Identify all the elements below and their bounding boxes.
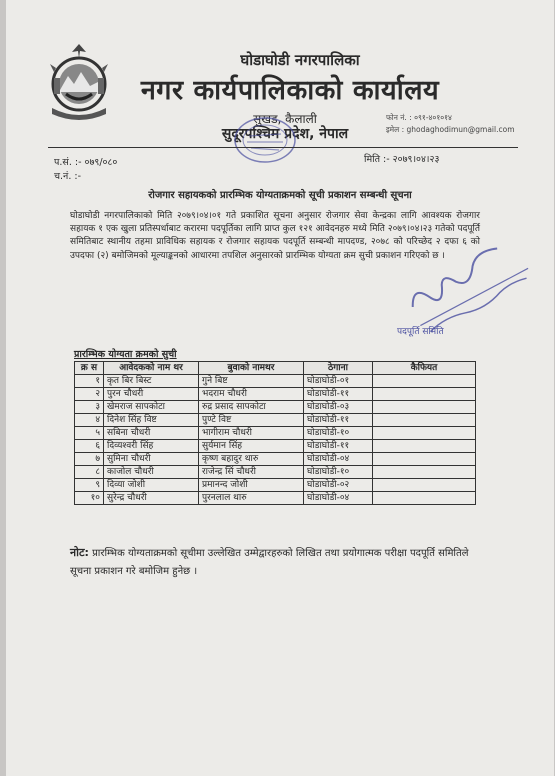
cell-serial: ४ <box>75 414 104 427</box>
cell-address: घोडाघोडी-०३ <box>304 401 373 414</box>
phone-number: फोन नं. : ०९१-४०१०१४ <box>386 113 452 122</box>
notice-subject: रोजगार सहायकको प्रारम्भिक योग्यताक्रमको सूची प्रकाशन सम्बन्धी सूचना <box>148 190 412 201</box>
note-label: नोट: <box>70 546 89 559</box>
cell-applicant: सबिना चौधरी <box>104 427 199 440</box>
cell-serial: ६ <box>75 440 104 453</box>
cell-father: सुर्यमान सिंह <box>199 440 304 453</box>
notice-body: घोडाघोडी नगरपालिकाको मिति २०७९।०४।०१ गते प्रकाशित सूचना अनुसार रोजगार सेवा केन्द्रका लागि आवश्यक रोजगार सहायक १ एक खुला प्रतिस्पर्धाबाट करारमा पदपूर्तिका लागि प्राप्त कुल १२१ आवेदनहरु मध्ये मिति २०७९।०४।२३ गतेको पदपूर्ति समितिबाट स्थानीय तहमा प्राविधिक सहायक र रोजगार सहायक पदपूर्ति सम्बन्धी मापदण्ड, २०७८ को परिच्छेद २ दफा ६ को उपदफा (२) बमोजिमको मूल्याङ्कनको आधारमा तपशिल अनुसारको प्रारम्भिक योग्यता क्रम सुची प्रकाशन गरिएको छ । <box>70 211 480 261</box>
cell-remarks <box>373 414 476 427</box>
merit-list-table <box>74 361 476 505</box>
cell-father: गुने बिष्ट <box>199 375 304 388</box>
cell-applicant: पुरन चौधरी <box>104 388 199 401</box>
cell-address: घोडाघोडी-०२ <box>304 479 373 492</box>
cell-remarks <box>373 388 476 401</box>
cell-serial: ८ <box>75 466 104 479</box>
cell-address: घोडाघोडी-११ <box>304 414 373 427</box>
office-name: नगर कार्यपालिकाको कार्यालय <box>140 75 440 106</box>
table-row <box>75 453 476 466</box>
table-row <box>75 388 476 401</box>
col-remarks: कैफियत <box>373 362 476 375</box>
cell-address: घोडाघोडी-०४ <box>304 492 373 505</box>
cell-address: घोडाघोडी-०१ <box>304 375 373 388</box>
table-row <box>75 427 476 440</box>
cell-applicant: दिव्या जोशी <box>104 479 199 492</box>
table-row <box>75 414 476 427</box>
cell-remarks <box>373 453 476 466</box>
cell-serial: १ <box>75 375 104 388</box>
handwritten-signature-icon <box>391 240 541 340</box>
col-applicant: आवेदकको नाम थर <box>104 362 199 375</box>
note-text: प्रारम्भिक योग्यताक्रमको सूचीमा उल्लेखित उम्मेद्वारहरुको लिखित तथा प्रयोगात्मक परीक्षा पदपूर्ति समितिले सूचना प्रकाशन गरे बमोजिम हुनेछ । <box>70 548 469 577</box>
table-row <box>75 492 476 505</box>
province-line: सुदूरपश्चिम प्रदेश, नेपाल <box>221 126 349 142</box>
col-serial: क्र स <box>75 362 104 375</box>
email-address: इमेल : ghodaghodimun@gmail.com <box>386 125 515 134</box>
table-row <box>75 466 476 479</box>
cell-father: राजेन्द्र सिं चौधरी <box>199 466 304 479</box>
table-row <box>75 440 476 453</box>
committee-label: पदपूर्ति समिति <box>397 327 444 337</box>
cell-applicant: दिनेश सिंह विष्ट <box>104 414 199 427</box>
cell-address: घोडाघोडी-१० <box>304 427 373 440</box>
table-row <box>75 401 476 414</box>
municipality-name: घोडाघोडी नगरपालिका <box>240 51 360 69</box>
cell-applicant: दिव्यश्वरी सिंह <box>104 440 199 453</box>
letter-page <box>6 0 554 776</box>
table-caption: प्रारम्भिक योग्यता क्रमको सुची <box>74 349 177 360</box>
cell-father: कृष्ण बहादुर थारु <box>199 453 304 466</box>
cell-applicant: सुरेन्द्र चौधरी <box>104 492 199 505</box>
cell-father: रुद्र प्रसाद सापकोटा <box>199 401 304 414</box>
cell-serial: २ <box>75 388 104 401</box>
cell-serial: ३ <box>75 401 104 414</box>
cell-serial: ९ <box>75 479 104 492</box>
cell-father: पुरनलाल थारु <box>199 492 304 505</box>
cell-applicant: सुमिना चौधरी <box>104 453 199 466</box>
contact-block <box>386 112 515 136</box>
cell-applicant: काजोल चौधरी <box>104 466 199 479</box>
cell-applicant: खेमराज सापकोटा <box>104 401 199 414</box>
table-header-row <box>75 362 476 375</box>
cell-father: प्रमानन्द जोशी <box>199 479 304 492</box>
cell-address: घोडाघोडी-११ <box>304 388 373 401</box>
letter-date: मिति :- २०७९।०४।२३ <box>364 154 440 165</box>
header-divider <box>48 147 518 148</box>
cell-remarks <box>373 479 476 492</box>
office-seal-stamp-icon <box>231 112 299 168</box>
reference-block <box>54 156 117 184</box>
cell-serial: ७ <box>75 453 104 466</box>
footnote <box>70 544 490 581</box>
cell-serial: ५ <box>75 427 104 440</box>
col-address: ठेगाना <box>304 362 373 375</box>
cell-serial: १० <box>75 492 104 505</box>
letter-number: प.सं. :- ०७९/०८० <box>54 157 118 168</box>
table-row <box>75 375 476 388</box>
dispatch-number: च.नं. :- <box>54 171 81 182</box>
cell-address: घोडाघोडी-०४ <box>304 453 373 466</box>
cell-remarks <box>373 492 476 505</box>
cell-remarks <box>373 427 476 440</box>
cell-father: भागीराम चौधरी <box>199 427 304 440</box>
table-row <box>75 479 476 492</box>
cell-address: घोडाघोडी-१० <box>304 466 373 479</box>
cell-father: भदराम चौधरी <box>199 388 304 401</box>
cell-remarks <box>373 401 476 414</box>
cell-address: घोडाघोडी-११ <box>304 440 373 453</box>
cell-remarks <box>373 375 476 388</box>
cell-father: पुण्टे विष्ट <box>199 414 304 427</box>
cell-remarks <box>373 440 476 453</box>
office-location: सुखड, कैलाली <box>253 112 317 126</box>
cell-remarks <box>373 466 476 479</box>
col-father: बुवाको नामथर <box>199 362 304 375</box>
cell-applicant: कृत बिर बिस्ट <box>104 375 199 388</box>
